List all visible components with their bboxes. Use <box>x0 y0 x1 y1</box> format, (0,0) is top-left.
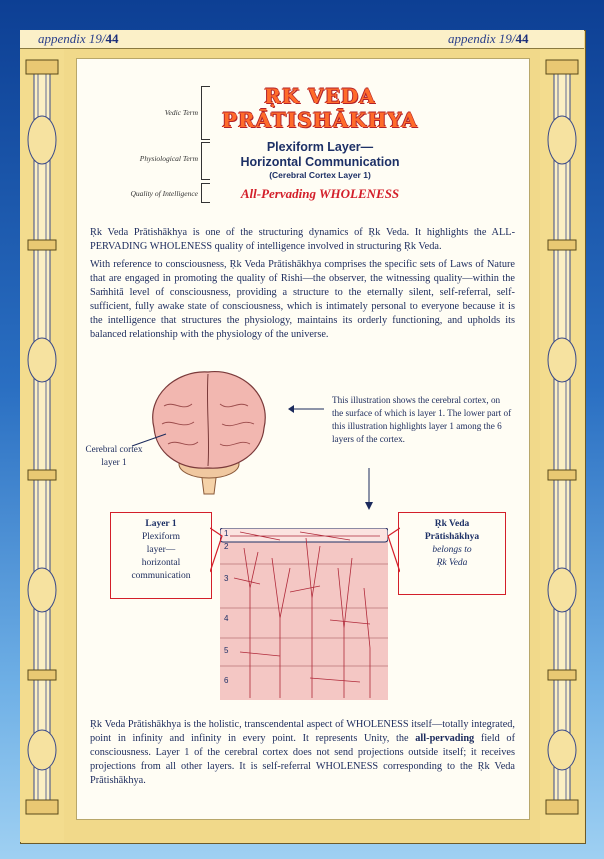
figure-caption: This illustration shows the cerebral cortex, on the surface of which is layer 1. The lower part of this illustration highlights layer 1 among the 6 layers of the cortex. <box>332 395 512 444</box>
layer-1-callout-line-4: communication <box>131 571 191 581</box>
paragraph-3-part-1: Ṛk Veda Prātishākhya is the holistic, transcendental aspect of WHOLENESS itself—totally integrated, point in infinity and infinity in every point. It represents Unity, the <box>90 719 515 744</box>
brain-label: Cerebral cortex layer 1 <box>85 444 143 467</box>
layer-number-2: 2 <box>224 542 229 551</box>
bracket-quality <box>201 183 210 203</box>
down-arrow <box>362 468 376 512</box>
layer-number-6: 6 <box>224 676 229 685</box>
bracket-physiological-term <box>201 142 210 180</box>
layer-1-callout <box>110 512 212 599</box>
page-number-left: 44 <box>105 31 119 46</box>
physiology-line-2: Horizontal Communication <box>240 155 400 169</box>
paragraph-1: Ṛk Veda Prātishākhya is one of the structuring dynamics of Ṛk Veda. It highlights the ALL-PERVADING WHOLENESS quality of intelligence involved in structuring Ṛk Veda. <box>90 227 515 252</box>
title-line-1: ṚK VEDA <box>264 84 376 108</box>
layer-number-5: 5 <box>224 646 229 655</box>
layer-number-4: 4 <box>224 614 229 623</box>
rk-veda-callout-line-2: Ṛk Veda <box>436 558 468 568</box>
left-ornamental-column <box>20 30 64 842</box>
rk-veda-callout-title-2: Prātishākhya <box>424 532 480 542</box>
rk-veda-callout-pointer <box>386 526 400 576</box>
label-physiological-term: Physiological Term <box>139 154 198 163</box>
paragraph-2: With reference to consciousness, Ṛk Veda Prātishākhya comprises the specific sets of Laws of Nature that are engaged in promoting the quality of Rishi—the observer, the witnessing quality—within the Saṁhitā level of consciousness, providing a structure to the eternally silent, self-referral, self-sufficient, fully awake state of consciousness, which is intimately personal to everyone because it is the intelligence that structures the physiology, maintains its orderly functioning, and upholds its balanced relationship with the physiology of the universe. <box>90 259 515 340</box>
title-line-2: PRĀTISHĀKHYA <box>222 108 418 132</box>
quality-text: All-Pervading WHOLENESS <box>240 186 400 201</box>
rk-veda-callout-line-1: belongs to <box>432 545 472 555</box>
physiology-line-3: (Cerebral Cortex Layer 1) <box>269 170 371 180</box>
page-label-right <box>448 31 529 47</box>
page-label-left <box>38 31 119 47</box>
brain-label-pointer <box>130 430 170 450</box>
page-label-left-prefix: appendix 19/ <box>38 31 106 46</box>
layer-1-callout-title: Layer 1 <box>145 519 177 529</box>
layer-1-callout-line-3: horizontal <box>141 558 181 568</box>
rk-veda-callout-title-1: Ṛk Veda <box>434 519 470 529</box>
cortex-layers-diagram <box>220 528 388 700</box>
layer-number-1: 1 <box>224 529 229 538</box>
rk-veda-callout <box>398 512 506 595</box>
paragraph-3-emphasis: all-pervading <box>415 733 475 744</box>
right-ornamental-column <box>540 30 584 842</box>
label-vedic-term: Vedic Term <box>164 108 198 117</box>
paragraph-3 <box>90 718 515 788</box>
caption-arrow <box>286 402 326 416</box>
layer-1-callout-pointer <box>210 526 224 576</box>
layer-number-3: 3 <box>224 574 229 583</box>
physiology-line-1: Plexiform Layer— <box>266 140 374 154</box>
layer-1-callout-line-1: Plexiform <box>142 532 180 542</box>
page-number-right: 44 <box>515 31 529 46</box>
paragraph-3-part-2: field of consciousness. Layer 1 of the cerebral cortex does not send projections outside itself; it receives projections from all other layers. It is self-referral WHOLENESS corresponding to the Ṛk Veda Prātishākhya. <box>90 733 515 786</box>
bracket-vedic-term <box>201 86 210 140</box>
page-label-right-prefix: appendix 19/ <box>448 31 516 46</box>
layer-1-callout-line-2: layer— <box>146 545 176 555</box>
label-quality: Quality of Intelligence <box>130 189 198 198</box>
